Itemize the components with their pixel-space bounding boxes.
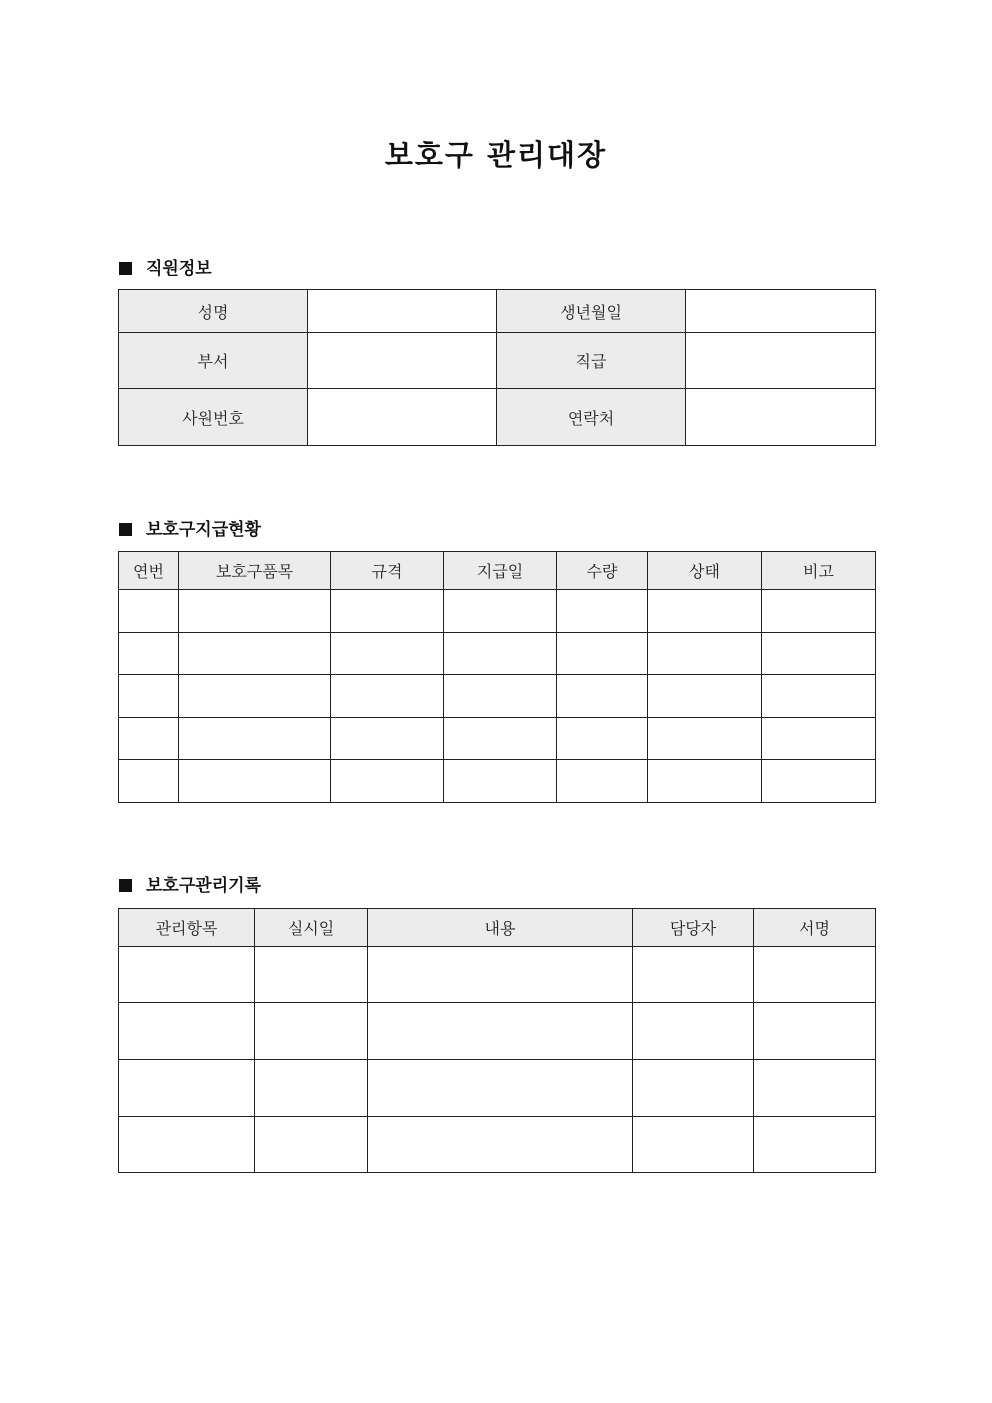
section-heading-management	[119, 871, 261, 896]
table-header-row	[119, 909, 876, 947]
table-cell[interactable]	[633, 1003, 754, 1060]
table-cell[interactable]	[119, 633, 179, 675]
table-row	[119, 675, 876, 718]
table-cell[interactable]	[648, 675, 762, 718]
table-cell[interactable]	[179, 760, 331, 803]
birthdate-field[interactable]	[686, 290, 876, 333]
table-cell[interactable]	[179, 633, 331, 675]
table-cell[interactable]	[179, 675, 331, 718]
table-cell[interactable]	[762, 718, 876, 760]
position-field[interactable]	[686, 333, 876, 389]
column-header: 서명	[754, 909, 876, 947]
table-cell[interactable]	[368, 1060, 633, 1117]
table-cell[interactable]	[754, 1003, 876, 1060]
section-heading-text: 직원정보	[146, 259, 212, 279]
table-cell[interactable]	[754, 1117, 876, 1173]
table-cell[interactable]	[557, 633, 648, 675]
table-cell[interactable]	[331, 590, 444, 633]
section-heading-text: 보호구지급현황	[146, 520, 261, 540]
column-header: 규격	[331, 552, 444, 590]
table-cell[interactable]	[762, 633, 876, 675]
table-row	[119, 590, 876, 633]
table-cell[interactable]	[368, 1117, 633, 1173]
table-cell[interactable]	[633, 947, 754, 1003]
table-cell[interactable]	[331, 675, 444, 718]
table-cell[interactable]	[119, 947, 255, 1003]
column-header: 보호구품목	[179, 552, 331, 590]
table-cell[interactable]	[557, 675, 648, 718]
table-cell[interactable]	[633, 1060, 754, 1117]
column-header: 상태	[648, 552, 762, 590]
table-cell[interactable]	[119, 718, 179, 760]
table-cell[interactable]	[648, 760, 762, 803]
table-cell[interactable]	[119, 590, 179, 633]
square-bullet-icon	[119, 879, 132, 892]
table-cell[interactable]	[255, 947, 368, 1003]
table-cell[interactable]	[754, 1060, 876, 1117]
table-cell[interactable]	[255, 1060, 368, 1117]
column-header: 담당자	[633, 909, 754, 947]
table-cell[interactable]	[255, 1003, 368, 1060]
section-heading-employee-info	[119, 254, 212, 279]
table-row	[119, 633, 876, 675]
table-cell[interactable]	[557, 760, 648, 803]
square-bullet-icon	[119, 262, 132, 275]
table-cell[interactable]	[331, 760, 444, 803]
column-header: 지급일	[444, 552, 557, 590]
label-cell: 성명	[119, 290, 308, 333]
table-cell[interactable]	[754, 947, 876, 1003]
contact-field[interactable]	[686, 389, 876, 446]
label-cell: 생년월일	[497, 290, 686, 333]
table-cell[interactable]	[648, 718, 762, 760]
table-row	[119, 1117, 876, 1173]
table-cell[interactable]	[368, 1003, 633, 1060]
table-cell[interactable]	[179, 718, 331, 760]
table-cell[interactable]	[648, 590, 762, 633]
table-cell[interactable]	[557, 718, 648, 760]
table-cell[interactable]	[368, 947, 633, 1003]
table-row	[119, 947, 876, 1003]
column-header: 비고	[762, 552, 876, 590]
table-cell[interactable]	[179, 590, 331, 633]
table-cell[interactable]	[762, 675, 876, 718]
table-cell[interactable]	[119, 1003, 255, 1060]
table-cell[interactable]	[444, 633, 557, 675]
table-cell[interactable]	[633, 1117, 754, 1173]
issuance-table	[118, 551, 876, 803]
label-cell: 사원번호	[119, 389, 308, 446]
table-cell[interactable]	[444, 675, 557, 718]
table-row	[119, 290, 876, 333]
table-cell[interactable]	[762, 590, 876, 633]
table-cell[interactable]	[119, 1060, 255, 1117]
label-cell: 부서	[119, 333, 308, 389]
management-table	[118, 908, 876, 1173]
table-row	[119, 1060, 876, 1117]
table-row	[119, 389, 876, 446]
table-cell[interactable]	[444, 718, 557, 760]
label-cell: 연락처	[497, 389, 686, 446]
department-field[interactable]	[308, 333, 497, 389]
column-header: 연번	[119, 552, 179, 590]
section-heading-issuance	[119, 515, 261, 540]
square-bullet-icon	[119, 523, 132, 536]
column-header: 수량	[557, 552, 648, 590]
section-heading-text: 보호구관리기록	[146, 876, 261, 896]
table-cell[interactable]	[331, 633, 444, 675]
document-title: 보호구 관리대장	[384, 138, 608, 172]
name-field[interactable]	[308, 290, 497, 333]
table-cell[interactable]	[648, 633, 762, 675]
table-cell[interactable]	[255, 1117, 368, 1173]
table-row	[119, 718, 876, 760]
table-cell[interactable]	[557, 590, 648, 633]
table-cell[interactable]	[762, 760, 876, 803]
table-cell[interactable]	[119, 760, 179, 803]
employee-info-table	[118, 289, 876, 446]
table-cell[interactable]	[444, 760, 557, 803]
column-header: 실시일	[255, 909, 368, 947]
table-row	[119, 1003, 876, 1060]
table-cell[interactable]	[119, 1117, 255, 1173]
column-header: 관리항목	[119, 909, 255, 947]
column-header: 내용	[368, 909, 633, 947]
table-row	[119, 333, 876, 389]
table-cell[interactable]	[119, 675, 179, 718]
employee-number-field[interactable]	[308, 389, 497, 446]
table-cell[interactable]	[331, 718, 444, 760]
table-header-row	[119, 552, 876, 590]
label-cell: 직급	[497, 333, 686, 389]
table-cell[interactable]	[444, 590, 557, 633]
table-row	[119, 760, 876, 803]
